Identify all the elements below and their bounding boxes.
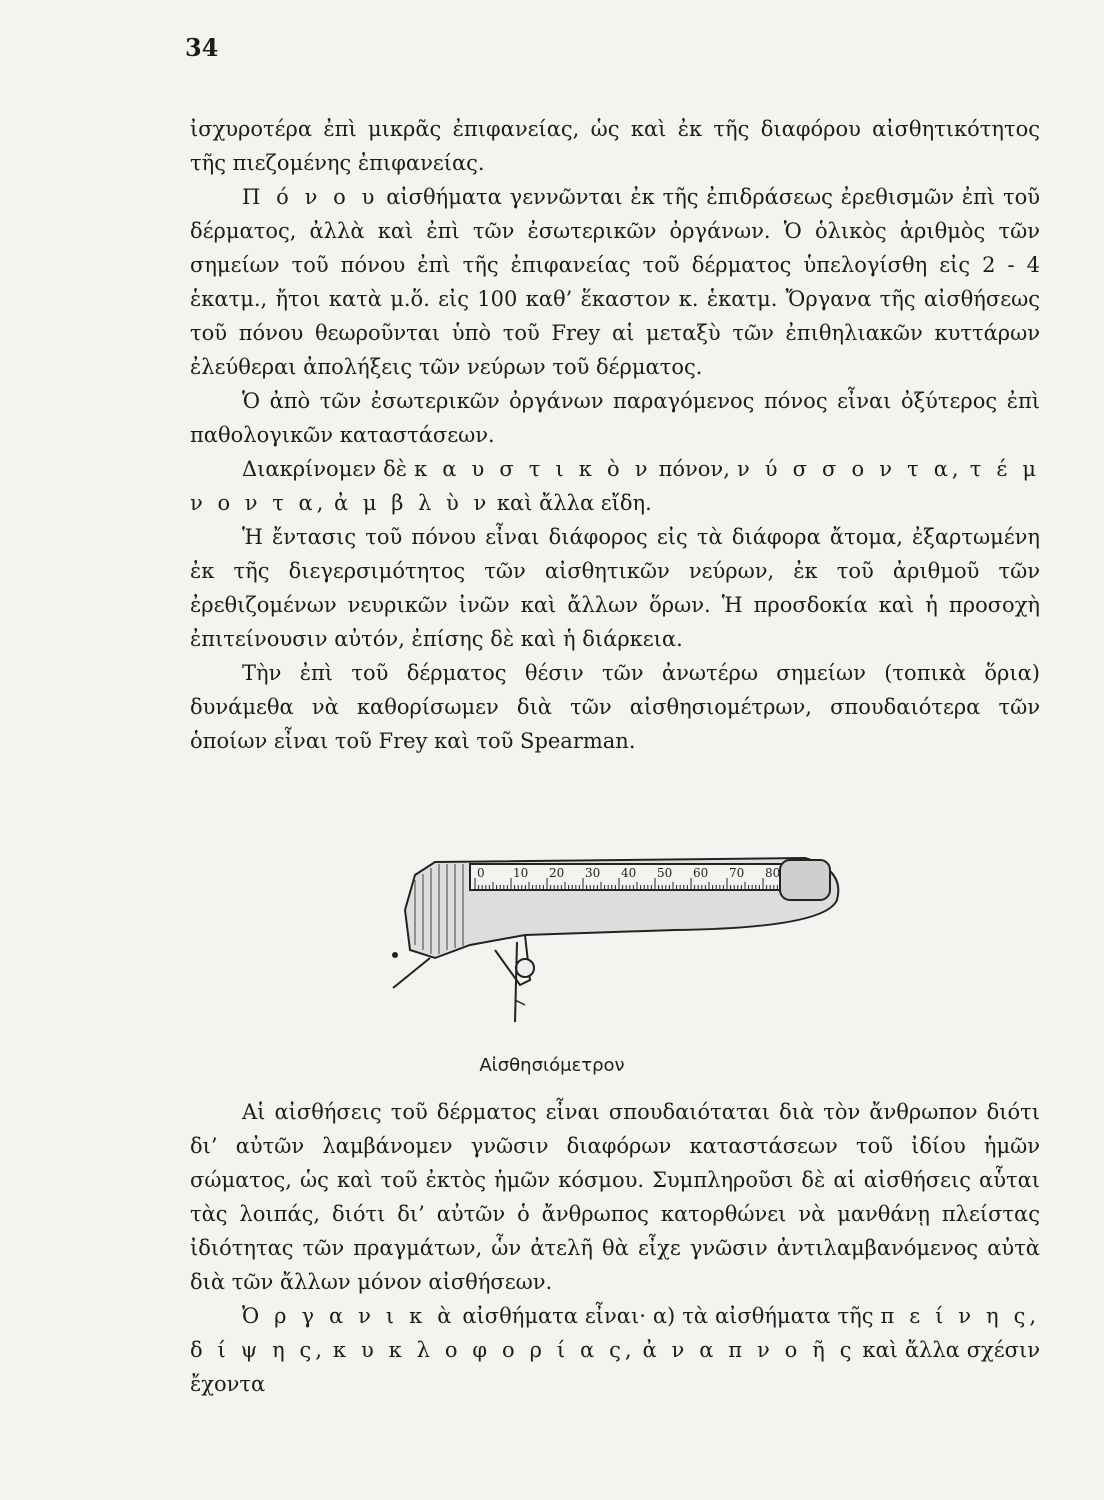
text-block-top	[190, 112, 1040, 758]
spaced-term: π ε ί ν η ς,	[880, 1304, 1041, 1328]
text-run: Ἡ ἔντασις τοῦ πόνου εἶναι διάφορος εἰς τὰ διάφορα ἄτομα, ἐξαρτωμένη ἐκ τῆς διεγερσιμότητος τῶν αἰσθητικῶν νεύρων, ἐκ τοῦ ἀριθμοῦ τῶν ἐρεθιζομένων νευρικῶν ἰνῶν καὶ ἄλλων ὅρων. Ἡ προσδοκία καὶ ἡ προσοχὴ ἐπιτείνουσιν αὐτόν, ἐπίσης δὲ καὶ ἡ διάρκεια.	[190, 525, 1040, 651]
ruler-label: 10	[513, 866, 529, 880]
text-run: αἰσθήματα εἶναι· α) τὰ αἰσθήματα τῆς	[455, 1304, 881, 1328]
spaced-term: τ έ μ ν ο ν τ α,	[190, 457, 1040, 515]
text-run	[963, 457, 970, 481]
paragraph	[190, 520, 1040, 656]
spaced-term: ἀ μ β λ ὺ ν	[334, 491, 491, 515]
paragraph	[190, 656, 1040, 758]
paragraph	[190, 180, 1040, 384]
spaced-term: Ὀ ρ γ α ν ι κ ὰ	[242, 1304, 456, 1328]
text-run: ἰσχυροτέρα ἐπὶ μικρᾶς ἐπιφανείας, ὡς καὶ ἐκ τῆς διαφόρου αἰσθητικότητος τῆς πιεζομένης ἐπιφανείας.	[190, 117, 1040, 175]
text-run: αἰσθήματα γεννῶνται ἐκ τῆς ἐπιδράσεως ἐρεθισμῶν ἐπὶ τοῦ δέρματος, ἀλλὰ καὶ ἐπὶ τῶν ἐσωτερικῶν ὀργάνων. Ὁ ὁλικὸς ἀριθμὸς τῶν σημείων τοῦ πόνου ἐπὶ τῆς ἐπιφανείας τοῦ δέρματος ὑπελογίσθη εἰς 2 - 4 ἑκατμ., ἤτοι κατὰ μ.ὅ. εἰς 100 καθ’ ἕκαστον κ. ἑκατμ. Ὄργανα τῆς αἰσθήσεως τοῦ πόνου θεωροῦνται ὑπὸ τοῦ Frey αἱ μεταξὺ τῶν ἐπιθηλιακῶν κυττάρων ἐλεύθεραι ἀπολήξεις τῶν νεύρων τοῦ δέρματος.	[190, 185, 1040, 379]
text-run: πόνον,	[651, 457, 737, 481]
text-run: καὶ ἄλλα σχέσιν ἔχοντα	[190, 1338, 1040, 1396]
spaced-term: κ υ κ λ ο φ ο ρ ί α ς,	[332, 1338, 636, 1362]
page-number: 34	[185, 33, 219, 62]
spaced-term: ἀ ν α π ν ο ῆ ς	[642, 1338, 856, 1362]
aesthesiometer-figure	[375, 850, 845, 1035]
spaced-term: Π ό ν ο υ	[242, 185, 379, 209]
text-run: Ὁ ἀπὸ τῶν ἐσωτερικῶν ὀργάνων παραγόμενος πόνος εἶναι ὀξύτερος ἐπὶ παθολογικῶν καταστάσεων.	[190, 389, 1040, 447]
ruler-label: 30	[585, 866, 601, 880]
paragraph	[190, 452, 1040, 520]
spaced-term: κ α υ σ τ ι κ ὸ ν	[414, 457, 652, 481]
spaced-term: δ ί ψ η ς,	[190, 1338, 326, 1362]
ruler-label: 20	[549, 866, 565, 880]
text-run: Αἱ αἰσθήσεις τοῦ δέρματος εἶναι σπουδαιόταται διὰ τὸν ἄνθρωπον διότι δι’ αὐτῶν λαμβάνομεν γνῶσιν διαφόρων καταστάσεων τοῦ ἰδίου ἡμῶν σώματος, ὡς καὶ τοῦ ἐκτὸς ἡμῶν κόσμου. Συμπληροῦσι δὲ αἱ αἰσθήσεις αὗται τὰς λοιπάς, διότι δι’ αὐτῶν ὁ ἄνθρωπος κατορθώνει νὰ μανθάνῃ πλείστας ἰδιότητας τῶν πραγμάτων, ὧν ἀτελῆ θὰ εἶχε γνῶσιν ἀντιλαμβανόμενος αὐτὰ διὰ τῶν ἄλλων μόνον αἰσθήσεων.	[190, 1100, 1040, 1294]
text-run	[326, 1338, 333, 1362]
ruler-label: 60	[693, 866, 709, 880]
aesthesiometer-illustration	[375, 850, 845, 1035]
ruler-label: 40	[621, 866, 637, 880]
ruler-label: 50	[657, 866, 673, 880]
text-block-bottom	[190, 1095, 1040, 1401]
paragraph	[190, 384, 1040, 452]
figure-caption: Αἰσθησιόμετρον	[479, 1055, 625, 1076]
ruler-label: 80	[765, 866, 781, 880]
text-run: Διακρίνομεν δὲ	[242, 457, 415, 481]
paragraph	[190, 1299, 1040, 1401]
ruler-label: 0	[477, 866, 485, 880]
text-run: Τὴν ἐπὶ τοῦ δέρματος θέσιν τῶν ἀνωτέρω σημείων (τοπικὰ ὅρια) δυνάμεθα νὰ καθορίσωμεν διὰ τῶν αἰσθησιομέτρων, σπουδαιότερα τῶν ὁποίων εἶναι τοῦ Frey καὶ τοῦ Spearman.	[190, 661, 1040, 753]
paragraph	[190, 1095, 1040, 1299]
spaced-term: ν ύ σ σ ο ν τ α,	[736, 457, 963, 481]
ruler-label: 70	[729, 866, 745, 880]
text-run: καὶ ἄλλα εἴδη.	[490, 491, 652, 515]
paragraph	[190, 112, 1040, 180]
